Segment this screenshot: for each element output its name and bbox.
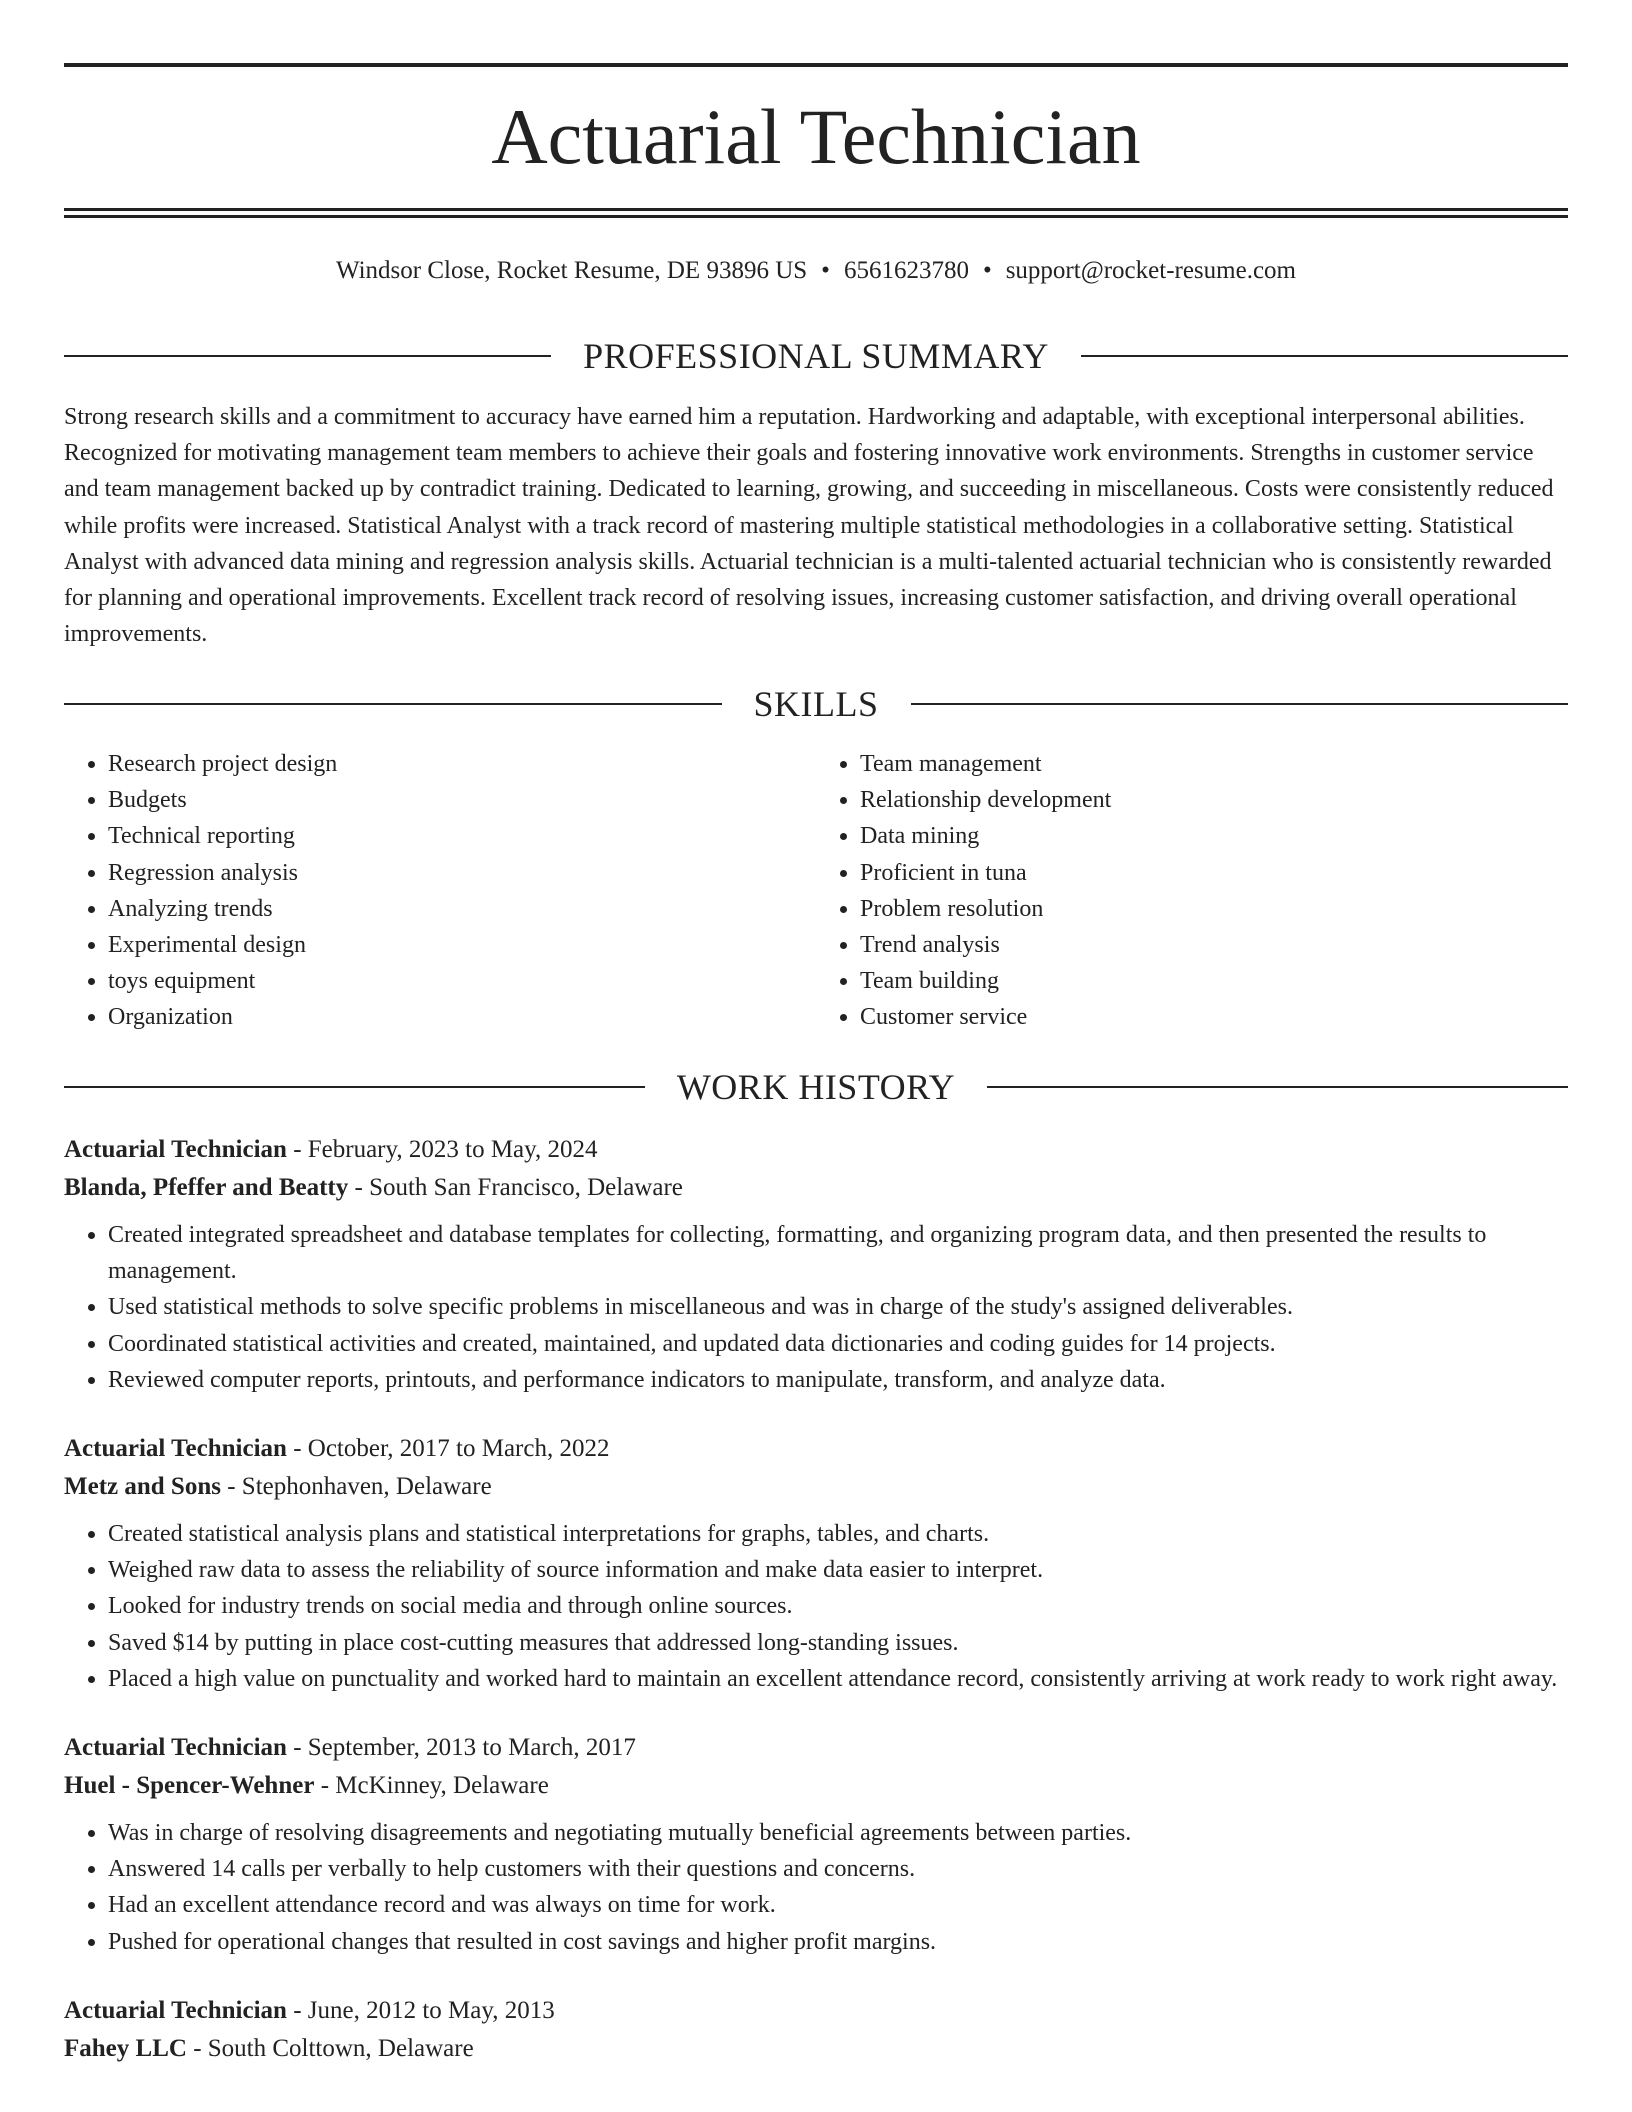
job-company: Metz and Sons [64,1473,221,1501]
job-title: Actuarial Technician [64,1136,287,1163]
skill-item: • Data mining [860,818,1568,854]
job-location: - Stephonhaven, Delaware [220,1473,492,1501]
job-dates: - June, 2012 to May, 2013 [286,1996,555,2024]
job-entry [64,1992,1568,2068]
job-title: Actuarial Technician [64,1996,287,2024]
job-dates: - February, 2023 to May, 2024 [286,1136,598,1163]
resume-title: Actuarial Technician [491,93,1141,180]
job-bullet: • Used statistical methods to solve specific problems in miscellaneous and was in charge of the study's assigned deliverables. [108,1289,1568,1325]
job-bullet: • Created statistical analysis plans and statistical interpretations for graphs, tables, and charts. [108,1516,1568,1552]
job-company: Blanda, Pfeffer and Beatty [64,1174,349,1201]
skills-section-heading [64,682,1568,726]
job-entry [64,1729,1568,1960]
skills-heading-text: SKILLS [753,684,879,724]
job-bullet: • Was in charge of resolving disagreements and negotiating mutually beneficial agreements between parties. [108,1815,1568,1851]
job-location: - South Colttown, Delaware [186,2034,474,2062]
job-bullet: • Reviewed computer reports, printouts, and performance indicators to manipulate, transform, and analyze data. [108,1362,1568,1398]
heading-rule [987,1086,1568,1088]
skill-item: • Budgets [108,782,816,818]
job-bullets [64,1516,1568,1697]
job-bullet: • Created integrated spreadsheet and database templates for collecting, formatting, and organizing program data, and then presented the results to management. [108,1217,1568,1289]
skill-item: • Trend analysis [860,927,1568,963]
skills-column-right [816,746,1568,1036]
title-double-rule-upper [64,208,1568,211]
job-entry [64,1131,1568,1398]
job-title-line [64,1729,1568,1767]
job-bullet: • Looked for industry trends on social media and through online sources. [108,1588,1568,1624]
skill-item: • Research project design [108,746,816,782]
skill-item: • Problem resolution [860,891,1568,927]
skill-item: • Experimental design [108,927,816,963]
job-bullet: • Pushed for operational changes that resulted in cost savings and higher profit margins. [108,1924,1568,1960]
heading-rule [1081,355,1568,357]
job-title-line [64,1131,1568,1169]
job-dates: - October, 2017 to March, 2022 [286,1435,610,1463]
work-history-heading-text: WORK HISTORY [676,1067,956,1107]
skill-item: • Team management [860,746,1568,782]
skill-item: • Relationship development [860,782,1568,818]
job-company-line [64,1169,1568,1207]
contact-separator: • [982,257,992,284]
skill-item: • Team building [860,963,1568,999]
heading-rule [911,703,1569,705]
contact-phone: 6561623780 [843,257,969,284]
skills-list [64,746,1568,1036]
job-bullet: • Answered 14 calls per verbally to help customers with their questions and concerns. [108,1851,1568,1887]
title-double-rule-lower [64,215,1568,218]
skill-item: • Regression analysis [108,855,816,891]
job-company: Fahey LLC [64,2034,187,2062]
work-history-list [64,1131,1568,2100]
job-company-line [64,1767,1568,1805]
top-rule [64,63,1568,67]
summary-section-heading [64,334,1568,378]
job-company: Huel - Spencer-Wehner [64,1772,315,1800]
job-title: Actuarial Technician [64,1734,287,1762]
heading-rule [64,703,722,705]
summary-heading-text: PROFESSIONAL SUMMARY [583,336,1049,376]
job-title: Actuarial Technician [64,1435,287,1463]
job-bullet: • Saved $14 by putting in place cost-cutting measures that addressed long-standing issues. [108,1625,1568,1661]
job-location: - McKinney, Delaware [314,1772,549,1800]
skills-column-left [64,746,816,1036]
heading-rule [64,1086,645,1088]
contact-separator: • [821,257,830,284]
contact-line [64,254,1568,288]
job-bullets [64,1815,1568,1960]
job-company-line [64,2030,1568,2068]
contact-email: support@rocket-resume.com [1005,257,1296,284]
job-company-line [64,1468,1568,1506]
contact-address: Windsor Close, Rocket Resume, DE 93896 US [335,257,808,284]
job-bullets [64,1217,1568,1398]
job-bullet: • Weighed raw data to assess the reliability of source information and make data easier to interpret. [108,1552,1568,1588]
job-location: - South San Francisco, Delaware [348,1174,683,1201]
skill-item: • Customer service [860,999,1568,1035]
job-bullet: • Had an excellent attendance record and was always on time for work. [108,1887,1568,1923]
job-bullet: • Coordinated statistical activities and created, maintained, and updated data dictionaries and coding guides for 14 projects. [108,1326,1568,1362]
job-bullet: • Placed a high value on punctuality and worked hard to maintain an excellent attendance record, consistently arriving at work ready to work right away. [108,1661,1568,1697]
job-title-line [64,1992,1568,2030]
skill-item: • Analyzing trends [108,891,816,927]
job-entry [64,1430,1568,1697]
skill-item: • Technical reporting [108,818,816,854]
job-dates: - September, 2013 to March, 2017 [286,1734,636,1762]
job-title-line [64,1430,1568,1468]
skill-item: • toys equipment [108,963,816,999]
heading-rule [64,355,551,357]
professional-summary: Strong research skills and a commitment to accuracy have earned him a reputation. Hardworking and adaptable, with exceptional interpersonal abilities. Recognized for motivating management team members to achieve their goals and fostering innovative work environments. Strengths in customer service and team management backed up by contradict training. Dedicated to learning, growing, and succeeding in miscellaneous. Costs were consistently reduced while profits were increased. Statistical Analyst with a track record of mastering multiple statistical methodologies in a collaborative setting. Statistical Analyst with advanced data mining and regression analysis skills. Actuarial technician is a multi-talented actuarial technician who is consistently rewarded for planning and operational improvements. Excellent track record of resolving issues, increasing customer satisfaction, and driving overall operational improvements. [64,404,1554,648]
skill-item: • Organization [108,999,816,1035]
work-history-section-heading [64,1065,1568,1109]
skill-item: • Proficient in tuna [860,855,1568,891]
